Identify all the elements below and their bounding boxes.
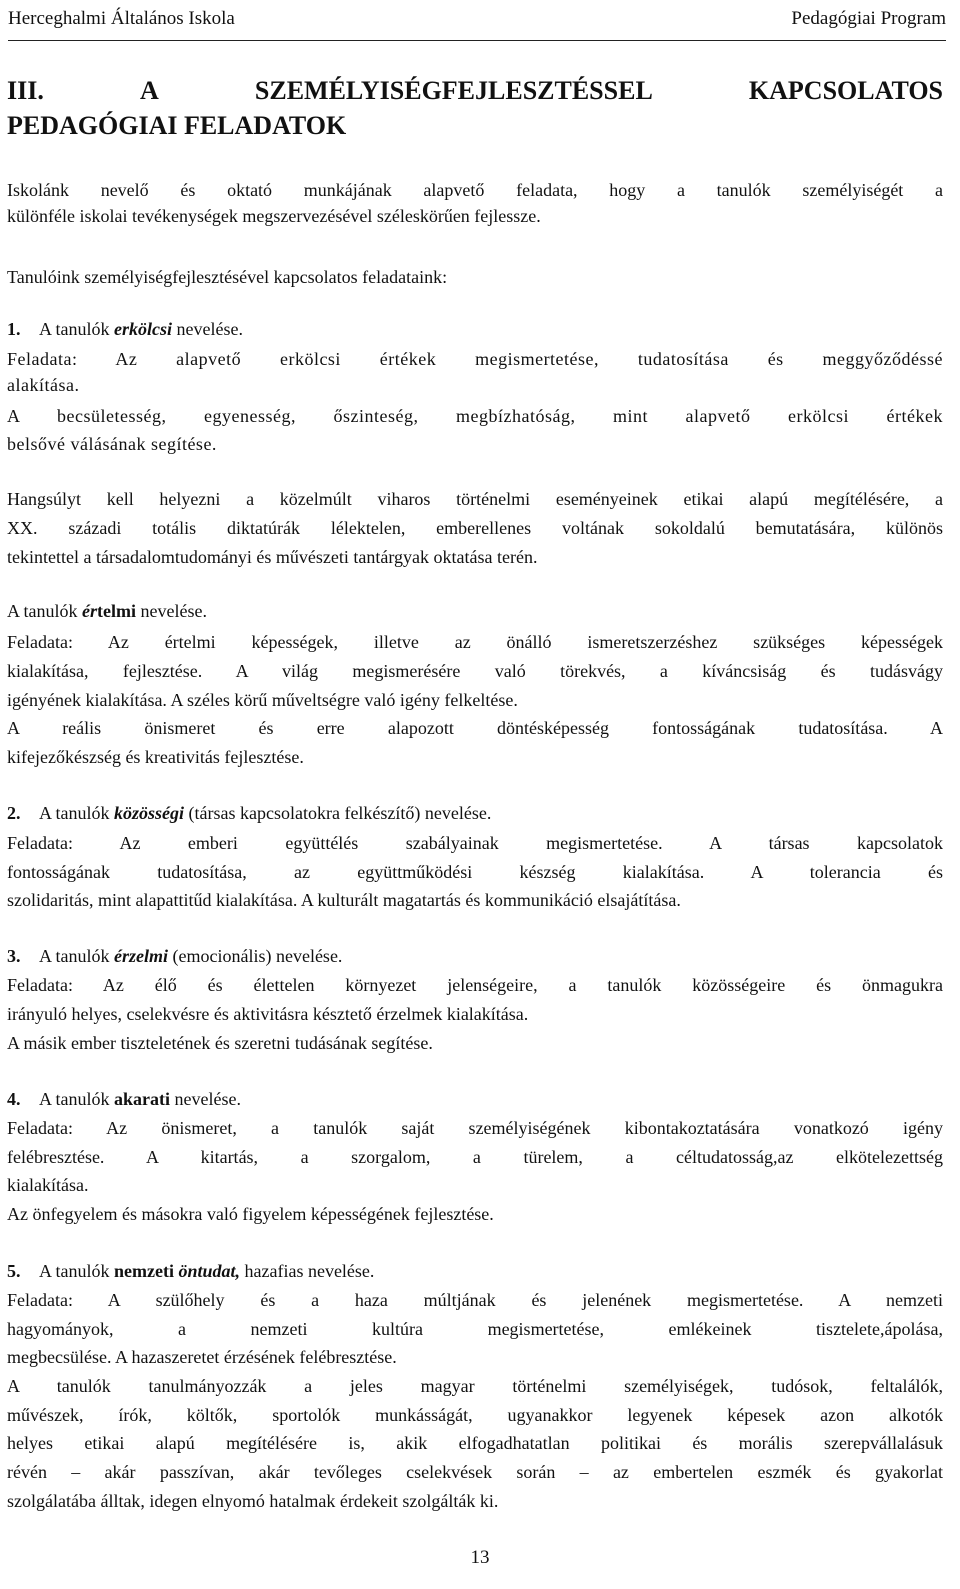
intro-line: Iskolánk nevelő és oktató munkájának alapvető feladata, hogy a tanulók személyiségét a: [7, 180, 943, 200]
paragraph-line: kifejezőkészség és kreativitás fejlesztése.: [7, 747, 304, 767]
paragraph-line: tekintettel a társadalomtudományi és művészeti tantárgyak oktatása terén.: [7, 547, 538, 567]
paragraph-line: XX. századi totális diktatúrák lélektelen, emberellenes voltának sokoldalú bemutatására, különös: [7, 518, 943, 538]
section-title-line-2: PEDAGÓGIAI FELADATOK: [7, 111, 347, 140]
heading-emphasis: közösségi: [114, 803, 185, 823]
section-3-heading: [7, 943, 943, 969]
paragraph-line: alakítása.: [7, 375, 80, 395]
heading-emphasis: érzelmi: [114, 946, 168, 966]
section-title-line-1: [7, 74, 943, 108]
title-word: SZEMÉLYISÉGFEJLESZTÉSSEL: [254, 76, 652, 105]
section-number: 2.: [7, 803, 21, 823]
paragraph-line: Hangsúlyt kell helyezni a közelmúlt viharos történelmi eseményeinek etikai alapú megítélésére, a: [7, 489, 943, 509]
heading-text: A tanulók: [7, 601, 82, 621]
paragraph-line: A reális önismeret és erre alapozott döntésképesség fontosságának tudatosítása. A: [7, 718, 943, 738]
heading-text: nevelése.: [170, 1089, 241, 1109]
paragraph-line: szolidaritás, mint alapattitűd kialakítása. A kulturált magatartás és kommunikáció elsajátítása.: [7, 890, 681, 910]
heading-text: A tanulók: [39, 803, 114, 823]
heading-text: (társas kapcsolatokra felkészítő) nevelése.: [184, 803, 492, 823]
title-word: KAPCSOLATOS: [748, 76, 944, 105]
paragraph-line: fontosságának tudatosítása, az együttműködési készség kialakítása. A tolerancia és: [7, 862, 943, 882]
paragraph-line: Feladata: Az emberi együttélés szabályainak megismertetése. A társas kapcsolatok: [7, 833, 943, 853]
heading-emphasis: akarati: [114, 1089, 170, 1109]
paragraph-line: helyes etikai alapú megítélésére is, akik elfogadhatatlan politikai és morális szerepvállalásuk: [7, 1433, 943, 1453]
heading-emphasis: öntudat,: [178, 1261, 240, 1281]
heading-emphasis: erkölcsi: [114, 319, 172, 339]
heading-emphasis: nemzeti: [114, 1261, 179, 1281]
heading-text: hazafias nevelése.: [240, 1261, 375, 1281]
section-number: 1.: [7, 319, 21, 339]
header-school-name: Herceghalmi Általános Iskola: [8, 8, 235, 29]
paragraph-line: belsővé válásának segítése.: [7, 434, 217, 454]
heading-text: nevelése.: [172, 319, 243, 339]
paragraph-line: megbecsülése. A hazaszeretet érzésének felébresztése.: [7, 1347, 397, 1367]
header-document-name: Pedagógiai Program: [791, 8, 946, 29]
heading-text: A tanulók: [39, 1089, 114, 1109]
paragraph-line: hagyományok, a nemzeti kultúra megismertetése, emlékeinek tisztelete,ápolása,: [7, 1319, 943, 1339]
section-4-heading: [7, 1086, 943, 1112]
heading-emphasis: ér: [82, 601, 97, 621]
paragraph-line: A másik ember tiszteletének és szeretni tudásának segítése.: [7, 1033, 433, 1053]
paragraph-line: Feladata: Az alapvető erkölcsi értékek megismertetése, tudatosítása és meggyőződéssé: [7, 349, 943, 369]
page-header: [8, 4, 946, 34]
intro-line: Tanulóink személyiségfejlesztésével kapcsolatos feladataink:: [7, 267, 448, 287]
paragraph-line: A tanulók tanulmányozzák a jeles magyar történelmi személyiségek, tudósok, feltalálók,: [7, 1376, 943, 1396]
section-5-heading: [7, 1258, 943, 1284]
paragraph-line: révén – akár passzívan, akár tevőleges cselekvések során – az embertelen eszmék és gyakorlat: [7, 1462, 943, 1482]
paragraph-line: irányuló helyes, cselekvésre és aktivitásra késztető érzelmek kialakítása.: [7, 1004, 529, 1024]
heading-text: A tanulók: [39, 319, 114, 339]
section-number: 3.: [7, 946, 21, 966]
paragraph-line: Feladata: A szülőhely és a haza múltjának és jelenének megismertetése. A nemzeti: [7, 1290, 943, 1310]
heading-emphasis: telmi: [97, 601, 136, 621]
paragraph-line: szolgálatába álltak, idegen elnyomó hatalmak érdekeit szolgálták ki.: [7, 1491, 499, 1511]
heading-text: nevelése.: [135, 601, 207, 621]
paragraph-line: Feladata: Az értelmi képességek, illetve az önálló ismeretszerzéshez szükséges képességek: [7, 632, 943, 652]
paragraph-line: Feladata: Az önismeret, a tanulók saját személyiségének kibontakoztatására vonatkozó igény: [7, 1118, 943, 1138]
heading-text: A tanulók: [39, 1261, 114, 1281]
heading-text: (emocionális) nevelése.: [168, 946, 343, 966]
paragraph-line: kialakítása.: [7, 1175, 89, 1195]
section-number: 5.: [7, 1261, 21, 1281]
paragraph-line: Az önfegyelem és másokra való figyelem képességének fejlesztése.: [7, 1204, 494, 1224]
paragraph-line: Feladata: Az élő és élettelen környezet jelenségeire, a tanulók közösségeire és önmagukra: [7, 975, 943, 995]
title-word: A: [139, 76, 158, 105]
section-1-heading: [7, 316, 943, 342]
paragraph-line: igényének kialakítása. A széles körű műveltségre való igény felkeltése.: [7, 690, 518, 710]
paragraph-line: A becsületesség, egyenesség, őszinteség, megbízhatóság, mint alapvető erkölcsi értékek: [7, 406, 943, 426]
page-number: 13: [470, 1547, 490, 1568]
heading-text: A tanulók: [39, 946, 114, 966]
section-number: 4.: [7, 1089, 21, 1109]
section-ertelmi-heading: [7, 598, 943, 624]
header-rule: [8, 40, 946, 41]
paragraph-line: kialakítása, fejlesztése. A világ megismerésére való törekvés, a kíváncsiság és tudásvágy: [7, 661, 943, 681]
section-2-heading: [7, 800, 943, 826]
title-word: III.: [7, 76, 44, 105]
paragraph-line: felébresztése. A kitartás, a szorgalom, a türelem, a céltudatosság,az elkötelezettség: [7, 1147, 943, 1167]
paragraph-line: művészek, írók, költők, sportolók munkásságát, ugyanakkor legyenek képesek azon alkotók: [7, 1405, 943, 1425]
intro-line: különféle iskolai tevékenységek megszervezésével széleskörűen fejlessze.: [7, 206, 541, 226]
